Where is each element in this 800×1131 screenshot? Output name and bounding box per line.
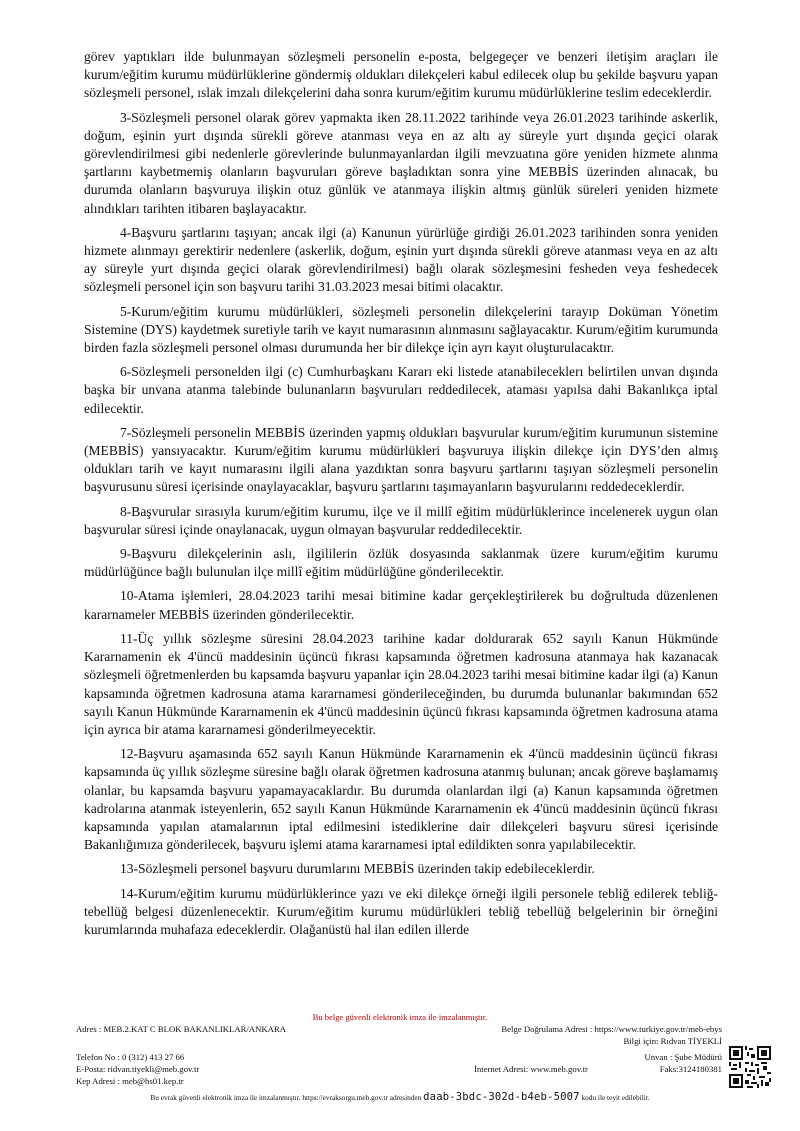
footer-kep: Kep Adresi : meb@hs01.kep.tr (76, 1076, 184, 1086)
paragraph-11: 11-Üç yıllık sözleşme süresini 28.04.2023 tarihine kadar doldurarak 652 sayılı Kanun Hükmünde Kararnamenin ek 4'üncü maddesinin üçüncü fıkrası kapsamında öğretmen kadrosuna atanmaya hak kazanacak sözleşmeli öğretmenlerden bu kapsamda başvuru yapanlar için 28.04.2023 tarihi mesai bitimine kadar ilgi (a) Kanun kapsamında öğretmen kadrosuna atama kararnamesi gönderileceğinden, bu durumda bulunanlar bakımından 652 sayılı Kanun Hükmünde Kararnamenin ek 4'üncü maddesinin üçüncü fıkrası kapsamında öğretmen kadrosuna atama için ayrıca bir atama kararnamesi gönderilmeyecektir. (84, 630, 718, 737)
verification-line (0, 1091, 800, 1103)
footer-phone: Telefon No : 0 (312) 413 27 66 (76, 1052, 185, 1062)
verification-code: daab-3bdc-302d-b4eb-5007 (423, 1091, 580, 1103)
verification-text-end: kodu ile teyit edilebilir. (581, 1093, 650, 1102)
footer-email[interactable]: E-Posta: ridvan.tiyekli@meb.gov.tr (76, 1064, 200, 1074)
qr-code (729, 1046, 771, 1088)
paragraph-4: 4-Başvuru şartlarını taşıyan; ancak ilgi (a) Kanunun yürürlüğe girdiği 26.01.2023 tarihinden sonra yeniden hizmete alınmayı gerektirir nedenlere (askerlik, doğum, eşinin yurt dışında sürekli göreve atanması veya en az altı ay süreyle yurt dışında geçici olarak görevlendirilmesi) bağlı olarak sözleşmesini fesheden veya feshedecek sözleşmeli personel için son başvuru tarihi 31.03.2023 mesai bitimi olacaktır. (84, 224, 718, 295)
e-signature-note: Bu belge güvenli elektronik imza ile imzalanmıştır. (312, 1012, 488, 1022)
footer-verify-address[interactable]: Belge Doğrulama Adresi : https://www.turkiye.gov.tr/meb-ebys (501, 1024, 722, 1034)
paragraph-6: 6-Sözleşmeli personelden ilgi (c) Cumhurbaşkanı Kararı eki listede atanabileceklerı belirtilen unvan dışında başka bir unvana atanma talebinde bulunanların başvuruları reddedilecek, ataması yapılsa dahi Bakanlıkça iptal edilecektir. (84, 364, 718, 416)
paragraph-8: 8-Başvurular sırasıyla kurum/eğitim kurumu, ilçe ve il millî eğitim müdürlüklerince incelenerek uygun olan başvurular süresi içinde onaylanacak, uygun olmayan başvurular reddedilecektir. (84, 503, 718, 537)
paragraph-13: 13-Sözleşmeli personel başvuru durumlarını MEBBİS üzerinden takip edebileceklerdir. (120, 861, 595, 877)
paragraph-5: 5-Kurum/eğitim kurumu müdürlükleri, sözleşmeli personelin dilekçelerini tarayıp Doküman Yönetim Sistemine (DYS) kaydetmek suretiyle tarih ve kayıt numarasının alınmasını sağlayacaktır. Kurum/eğitim kurumunda birden fazla sözleşmeli personel olması durumunda her bir dilekçe için ayrı kayıt oluşturulacaktır. (84, 303, 718, 356)
paragraph-3: 3-Sözleşmeli personel olarak görev yapmakta iken 28.11.2022 tarihinde veya 26.01.2023 tarihinde askerlik, doğum, eşinin yurt dışında sürekli göreve atanması veya en az altı ay süreyle yurt dışında geçici olarak görevlendirilmesi gibi nedenlerle görevlerinde bulunmayanlardan ilgili mevzuatına göre yeniden hizmete alınma şartlarını kaybetmemiş olanların başvuruları göreve başladıktan sonra yine MEBBİS üzerinden alınacak, bu durumda olanların başvuruya ilişkin otuz günlük ve atanmaya ilişkin altmış günlük süreleri yeniden hizmete alındıkları tarihten itibaren başlayacaktır. (84, 109, 718, 216)
paragraph-14: 14-Kurum/eğitim kurumu müdürlüklerince yazı ve eki dilekçe örneği ilgili personele tebliğ edilerek tebliğ-tebellüğ belgesi düzenlenecektir. Kurum/eğitim kurumu müdürlükleri tebliğ tebellüğ belgelerinin bir örneğini kurumlarında muhafaza edeceklerdir. Olağanüstü hal ilan edilen illerde (84, 885, 718, 937)
paragraph-12: 12-Başvuru aşamasında 652 sayılı Kanun Hükmünde Kararnamenin ek 4'üncü maddesinin üçüncü fıkrası kapsamında üç yıllık sözleşme süresine bağlı olarak öğretmen kadrosuna atanmış bulunan; ancak göreve başlamamış olanlar, bu kapsamda başvuru yapamayacaklardır. Bu durumda olanlardan ilgi (a) Kanun kapsamında öğretmen kadrolarına atanmak isteyenlerin, 652 sayılı Kanun Hükmünde Kararnamenin ek 4'üncü maddesinin üçüncü fıkrası kapsamında yapılan atamalarının iptal edilmesini istediklerine dair dilekçeleri başvuru süresi içerisinde Bakanlığımıza gönderilecek, başvuru işlemi atama kararnamesi iptal edildikten sonra yapılabilecektir. (84, 746, 718, 853)
verification-text: Bu evrak güvenli elektronik imza ile imzalanmıştır. https://evraksorgu.meb.gov.tr adresinden (150, 1093, 422, 1102)
footer-address: Adres : MEB.2.KAT C BLOK BAKANLIKLAR/ANKARA (76, 1024, 287, 1034)
paragraph-10: 10-Atama işlemleri, 28.04.2023 tarihi mesai bitimine kadar gerçekleştirilerek bu doğrultuda düzenlenen kararnameler MEBBİS üzerinden gönderilecektir. (84, 588, 718, 622)
footer-web[interactable]: İnternet Adresi: www.meb.gov.tr (474, 1064, 588, 1074)
footer-info-contact: Bilgi için: Rıdvan TİYEKLİ (623, 1036, 722, 1046)
paragraph-continuation: görev yaptıkları ilde bulunmayan sözleşmeli personelin e-posta, belgegeçer ve benzeri iletişim araçları ile kurum/eğitim kurumu müdürlüklerine göndermiş oldukları dilekçeleri kabul edilecek olup bu şekilde başvuru yapan sözleşmeli personel, ıslak imzalı dilekçelerini daha sonra kurum/eğitim kurumu müdürlüklerine teslim edeceklerdir. (84, 49, 718, 101)
footer-title: Unvan : Şube Müdürü (644, 1052, 722, 1062)
paragraph-7: 7-Sözleşmeli personelin MEBBİS üzerinden yapmış oldukları başvurular kurum/eğitim kurumunun sistemine (MEBBİS) yansıyacaktır. Kurum/eğitim kurumu müdürlükleri başvuruya ilişkin dilekçe için DYS’den almış oldukları tarih ve kayıt numarasını ilgili alana yazdıktan sonra başvuru şartlarını taşıyan sözleşmeli personelin başvurusunu süresi içerisinde onaylayacaklar, başvuru şartlarını taşımayanların başvurularını reddedeceklerdir. (84, 424, 718, 495)
footer-fax: Faks:3124180381 (659, 1064, 722, 1074)
document-body (84, 48, 718, 945)
paragraph-9: 9-Başvuru dilekçelerinin aslı, ilgililerin özlük dosyasında saklanmak üzere kurum/eğitim kurumu müdürlüğünce bağlı bulunulan ilçe millî eğitim müdürlüğüne gönderilecektir. (84, 546, 718, 580)
